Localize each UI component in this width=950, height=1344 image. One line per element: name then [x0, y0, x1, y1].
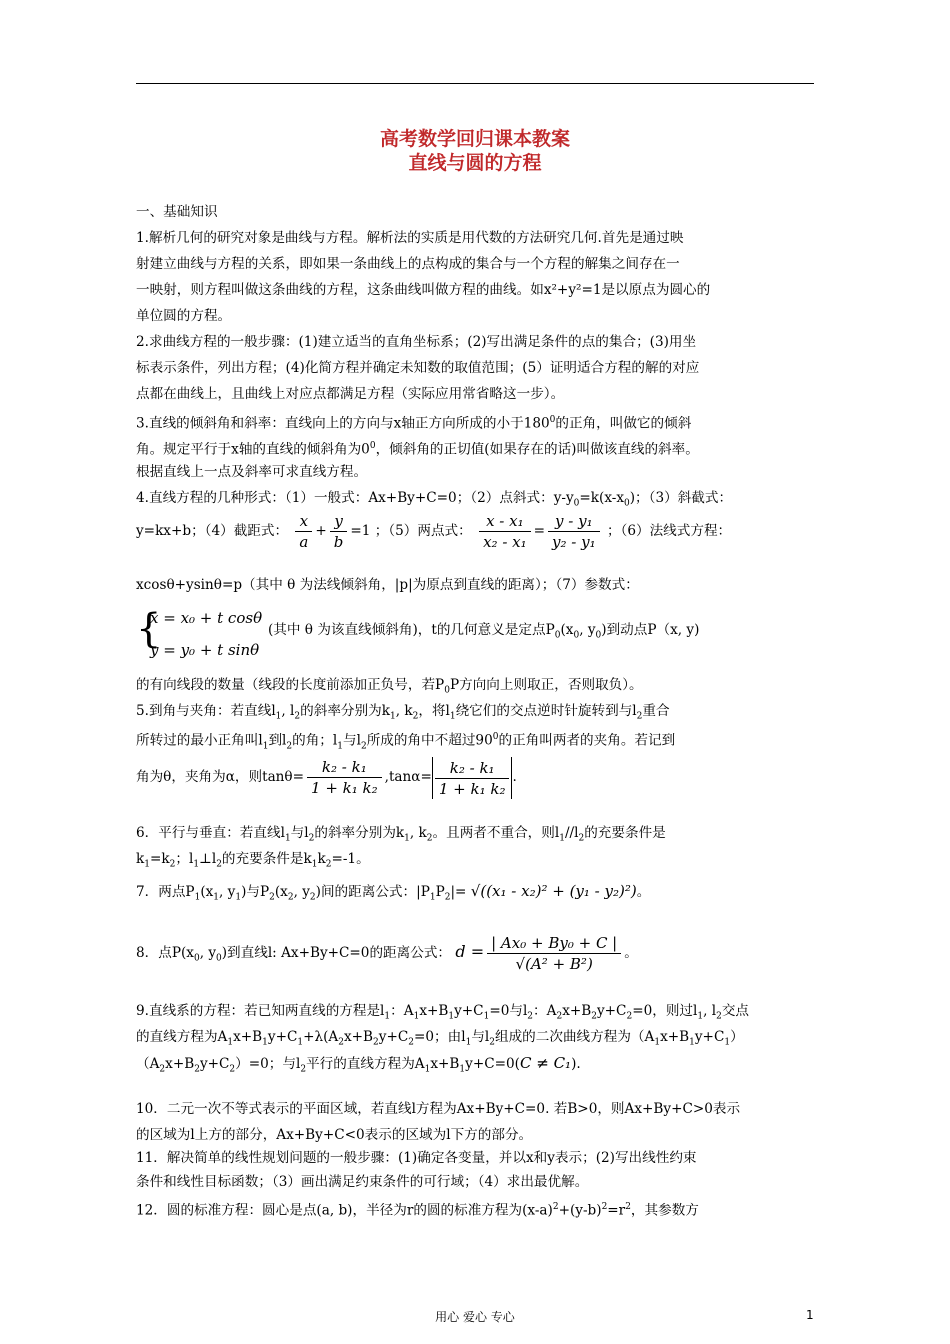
paragraph-line: xcosθ+ysinθ=p（其中 θ 为法线倾斜角，|p|为原点到直线的距离）；（7）参数式： — [136, 577, 639, 593]
circle-equation: x²+y²=1 — [543, 282, 602, 298]
two-point-left-fraction: $\frac{\text{x - x₁}}{\text{x₂ - x₁}}$ — [479, 511, 531, 552]
paragraph-line: 条件和线性目标函数；（3）画出满足约束条件的可行域；（4）求出最优解。 — [136, 1174, 589, 1190]
document-subtitle: 直线与圆的方程 — [408, 152, 542, 174]
paragraph-line: 一映射，则方程叫做这条曲线的方程，这条曲线叫做方程的曲线。如x²+y²=1是以原点为圆心的 — [136, 282, 711, 298]
footer-text: 用心 爱心 专心 — [435, 1310, 515, 1324]
section-heading: 一、基础知识 — [136, 204, 218, 220]
paragraph-line: $k_1=k_2$；$l_1\perp l_2$的充要条件是$k_1k_2=-1$。 — [136, 851, 370, 870]
paragraph-line: 2.求曲线方程的一般步骤：(1)建立适当的直角坐标系；(2)写出满足条件的点的集合；(3)用坐 — [136, 334, 697, 350]
angle-fraction: $\frac{\text{k₂ - k₁}}{\text{1 + k₁ k₂}}$ — [307, 757, 382, 798]
paragraph-line: 的区域为l上方的部分，Ax+By+C<0表示的区域为l下方的部分。 — [136, 1127, 533, 1143]
paragraph-line: 7．两点$P_1(x_1$, $y_1$)与$P_2(x_2$, $y_2$)间的距离公式：$|P_1P_2|= √((x_1 - x_2)^2 + (y_1 - y_2)^2)$。 — [136, 882, 651, 903]
paragraph-line: 12．圆的标准方程：圆心是点(a, b)，半径为r的圆的标准方程为$(x-a)^2+(y-b)^2=r^2$，其参数方 — [136, 1202, 699, 1219]
abs-angle-fraction: $\frac{\text{k₂ - k₁}}{\text{1 + k₁ k₂}}$ — [432, 757, 513, 799]
paragraph-line: 标表示条件，列出方程；(4)化简方程并确定未知数的取值范围；(5）证明适合方程的解的对应 — [136, 360, 700, 376]
paragraph-line: 角。规定平行于x轴的直线的倾斜角为$0^0$，倾斜角的正切值(如果存在的话)叫做该直线的斜率。 — [136, 441, 699, 458]
paragraph-line: $(A_2x+B_2y+C_2)=0$；与$l_2$平行的直线方程为$A_1x+B_1y+C=0(C \ne C_1)$. — [136, 1054, 581, 1075]
brace-symbol: { — [136, 606, 162, 652]
paragraph-line: 射建立曲线与方程的关系，即如果一条曲线上的点构成的集合与一个方程的解集之间存在一 — [136, 256, 680, 272]
equation-line: 角为θ，夹角为α，则tanθ= $\frac{\text{k₂ - k₁}}{\text{1 + k₁ k₂}}$ ,tanα= $\frac{\text{k₂ - k₁}}{\text{1 + k₁ k₂}}$ . — [136, 758, 517, 798]
paragraph-line: 所转过的最小正角叫$l_1$到$l_2$的角；$l_1$与$l_2$所成的角中不超过$90^0$的正角叫两者的夹角。若记到 — [136, 732, 676, 752]
paragraph-line: 1.解析几何的研究对象是曲线与方程。解析法的实质是用代数的方法研究几何.首先是通过映 — [136, 230, 684, 246]
param-y-equation: y = y₀ + t sinθ — [150, 641, 260, 659]
paragraph-line: 3.直线的倾斜角和斜率：直线向上的方向与x轴正方向所成的小于$180^0$的正角，叫做它的倾斜 — [136, 415, 692, 432]
paragraph-line: 的直线方程为$A_1x+B_1y+C_1+\lambda(A_2x+B_2y+C_2=0$；由$l_1$与$l_2$组成的二次曲线方程为$(A_1x+B_1y+C_1)$ — [136, 1029, 744, 1048]
param-x-equation: x = x₀ + t cosθ — [150, 609, 263, 627]
document-title: 高考数学回归课本教案 — [379, 128, 570, 150]
distance-two-points-formula: √((x₁ - x₂)² + (y₁ - y₂)²) — [470, 882, 637, 900]
paragraph-line: 根据直线上一点及斜率可求直线方程。 — [136, 464, 368, 480]
paragraph-line: 11．解决简单的线性规划问题的一般步骤：(1)确定各变量，并以x和y表示；(2)写出线性约束 — [136, 1150, 697, 1166]
paragraph-line: 9.直线系的方程：若已知两直线的方程是$l_1$：$A_1x+B_1y+C_1=0$与$l_2$：$A_2x+B_2y+C_2=0$，则过$l_1$, $l_2$交点 — [136, 1003, 750, 1022]
paragraph-line: 5.到角与夹角：若直线$l_1$, $l_2$的斜率分别为$k_1$, $k_2$，将$l_1$绕它们的交点逆时针旋转到与$l_2$重合 — [136, 703, 670, 722]
paragraph-line: 4.直线方程的几种形式：（1）一般式：Ax+By+C=0；（2）点斜式：$y-y_0=k(x-x_0)$；（3）斜截式： — [136, 490, 733, 509]
paragraph-line: 单位圆的方程。 — [136, 308, 232, 324]
point-line-distance-fraction: $\frac{\text{| Ax₀ + By₀ + C |}}{\text{√(A² + B²)}}$ — [487, 933, 621, 974]
c-neq-c1: C ≠ C₁ — [519, 1054, 572, 1072]
equation-line: y=kx+b；（4）截距式： $\frac{x}{a}$ + $\frac{y}{b}$ =1 ；（5）两点式： $\frac{\text{x - x₁}}{\text{x₂ - x₁}}$ = $\frac{\text{y - y₁}}{\text{y₂ - y₁}}$ ；（6）法线式方程： — [136, 512, 732, 551]
paragraph-line: 10．二元一次不等式表示的平面区域，若直线l方程为Ax+By+C=0. 若B>0，则Ax+By+C>0表示 — [136, 1101, 741, 1117]
intercept-x-fraction: $\frac{x}{a}$ — [295, 511, 312, 552]
page-number: 1 — [806, 1308, 814, 1322]
equation-line: 8．点$P(x_0$, $y_0$)到直线l: Ax+By+C=0的距离公式： d = $\frac{\text{| Ax₀ + By₀ + C |}}{\text{√(A² + B²)}}$ 。 — [136, 934, 638, 973]
intercept-y-fraction: $\frac{y}{b}$ — [330, 511, 348, 552]
paragraph-line: 的有向线段的数量（线段的长度前添加正负号，若$P_0P$方向向上则取正，否则取负）。 — [136, 677, 643, 696]
paragraph-line: (其中 θ 为该直线倾斜角)，t的几何意义是定点$P_0(x_0$, $y_0$)到动点P（x, y) — [268, 622, 700, 641]
two-point-right-fraction: $\frac{\text{y - y₁}}{\text{y₂ - y₁}}$ — [548, 511, 600, 552]
paragraph-line: 点都在曲线上，且曲线上对应点都满足方程（实际应用常省略这一步）。 — [136, 386, 565, 402]
paragraph-line: 6．平行与垂直：若直线$l_1$与$l_2$的斜率分别为$k_1$, $k_2$。且两者不重合，则$l_1//l_2$的充要条件是 — [136, 825, 666, 844]
header-rule — [136, 83, 814, 84]
